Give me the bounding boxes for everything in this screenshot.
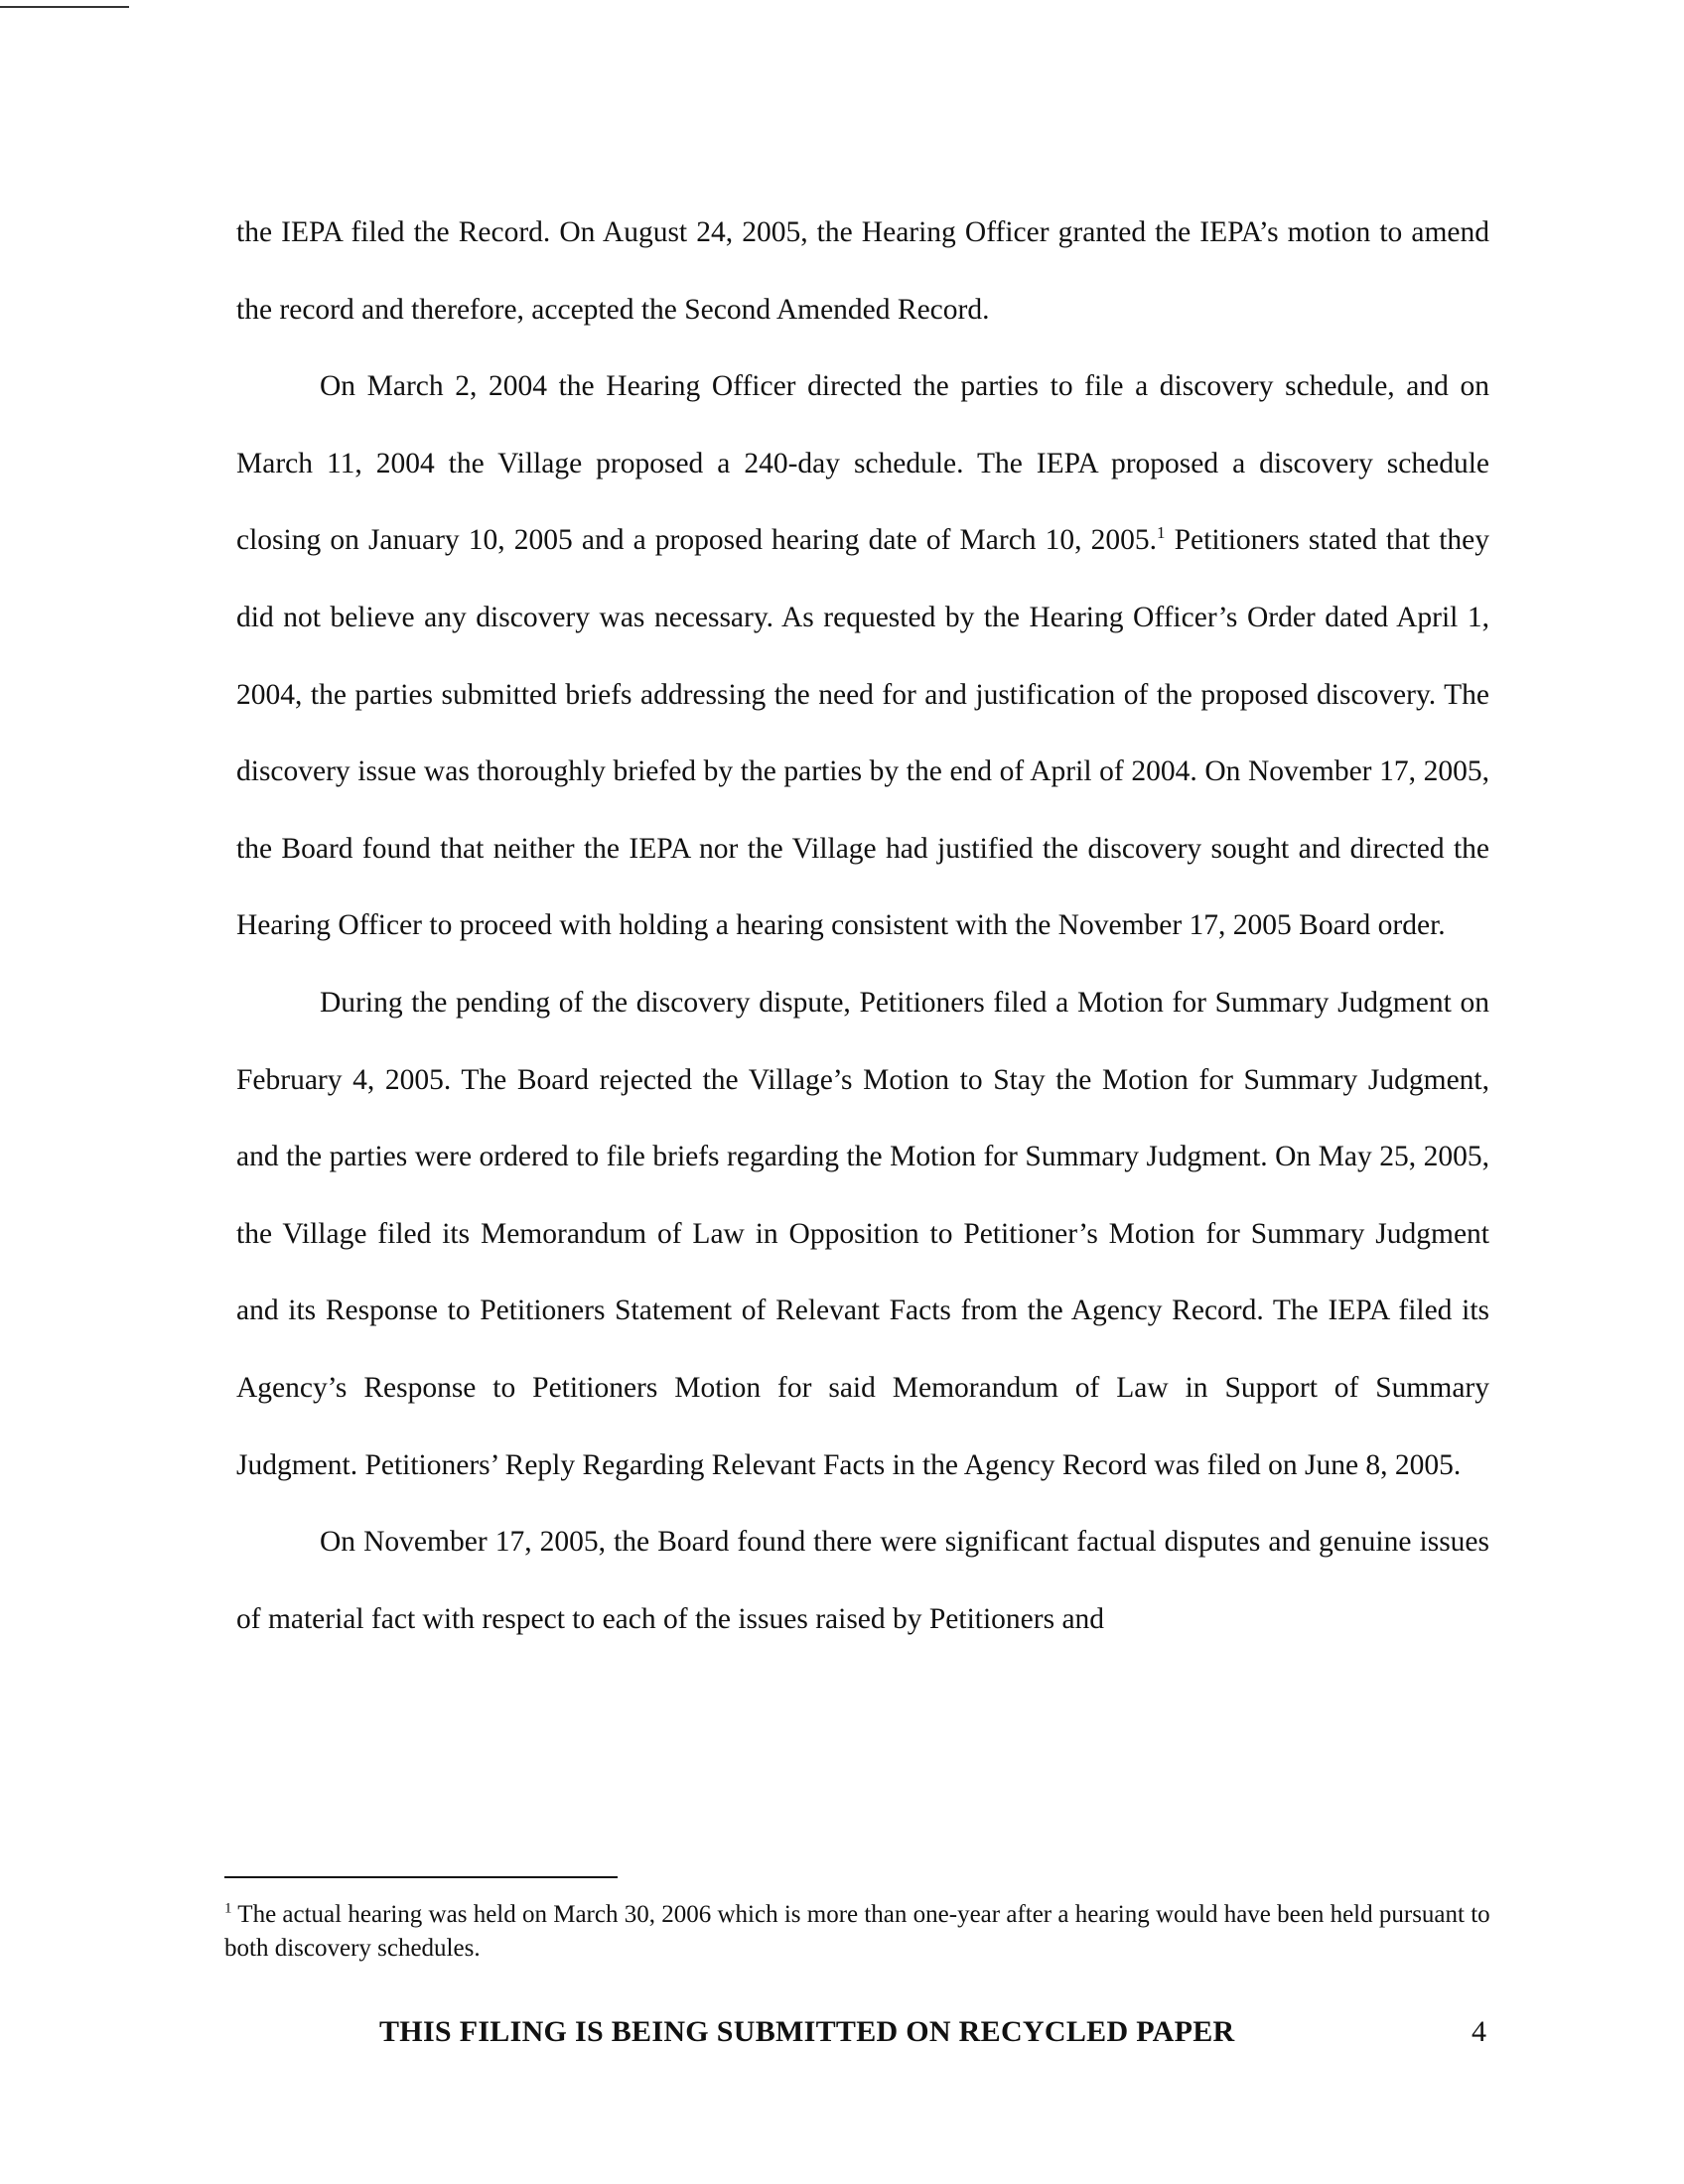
paragraph-3: During the pending of the discovery dispute, Petitioners filed a Motion for Summary Judgment on February 4, 2005. The Board rejected the Village’s Motion to Stay the Motion for Summary Judgment, and the parties were ordered to file briefs regarding the Motion for Summary Judgment. On May 25, 2005, the Village filed its Memorandum of Law in Opposition to Petitioner’s Motion for Summary Judgment and its Response to Petitioners Statement of Relevant Facts from the Agency Record. The IEPA filed its Agency’s Response to Petitioners Motion for said Memorandum of Law in Support of Summary Judgment. Petitioners’ Reply Regarding Relevant Facts in the Agency Record was filed on June 8, 2005. <box>236 986 1489 1481</box>
top-scan-rule <box>0 6 129 8</box>
paragraph-2-part-a: On March 2, 2004 the Hearing Officer directed the parties to file a discovery schedule, and on March 11, 2004 the Village proposed a 240-day schedule. The IEPA proposed a discovery schedule closing on January 10, 2005 and a proposed hearing date of March 10, 2005. <box>236 370 1489 557</box>
paragraph-2 <box>236 348 1489 965</box>
page-number: 4 <box>1472 2015 1486 2048</box>
recycled-paper-notice: THIS FILING IS BEING SUBMITTED ON RECYCLED PAPER <box>379 2015 1235 2048</box>
paragraph-2-part-b: Petitioners stated that they did not believe any discovery was necessary. As requested by the Hearing Officer’s Order dated April 1, 2004, the parties submitted briefs addressing the need for and justification of the proposed discovery. The discovery issue was thoroughly briefed by the parties by the end of April of 2004. On November 17, 2005, the Board found that neither the IEPA nor the Village had justified the discovery sought and directed the Hearing Officer to proceed with holding a hearing consistent with the November 17, 2005 Board order. <box>236 524 1489 942</box>
footnote-text: The actual hearing was held on March 30, 2006 which is more than one-year after a hearing would have been held pursuant to both discovery schedules. <box>224 1901 1490 1962</box>
paragraph-1: the IEPA filed the Record. On August 24, 2005, the Hearing Officer granted the IEPA’s motion to amend the record and therefore, accepted the Second Amended Record. <box>236 216 1489 326</box>
footnote-number: 1 <box>224 1900 232 1917</box>
paragraph-4: On November 17, 2005, the Board found there were significant factual disputes and genuine issues of material fact with respect to each of the issues raised by Petitioners and <box>236 1526 1489 1635</box>
footnote <box>224 1898 1491 1966</box>
footnote-divider <box>224 1876 618 1878</box>
body-text <box>236 195 1489 1658</box>
footnote-reference: 1 <box>1157 523 1166 543</box>
